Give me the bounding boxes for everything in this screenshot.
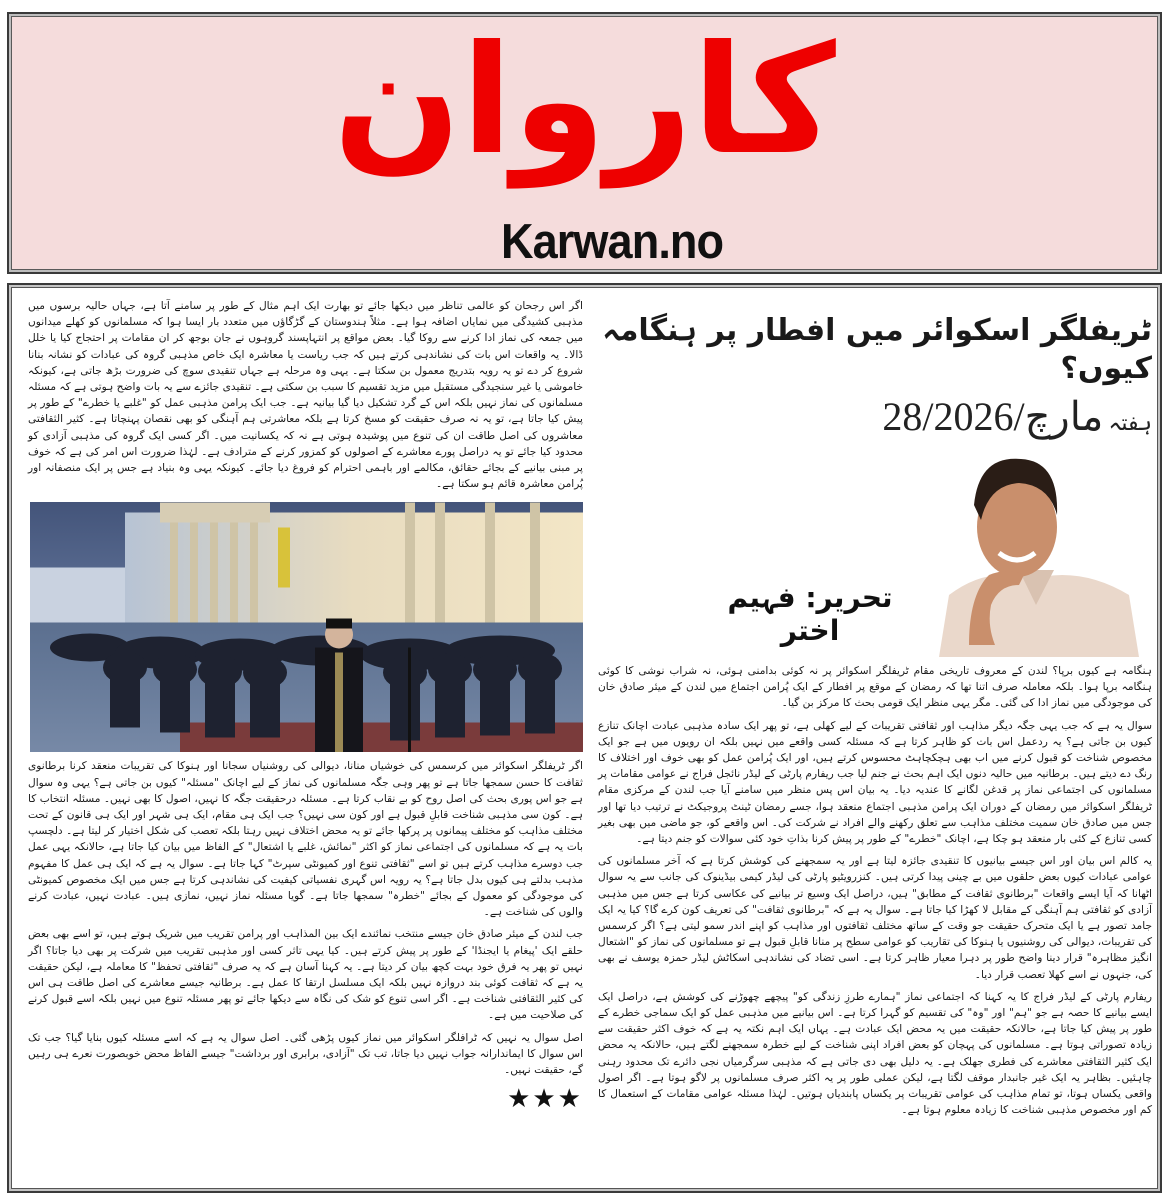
- portico-pediment: [160, 503, 270, 523]
- article-paragraph: جب لندن کے میئر صادق خان جیسے منتخب نمائندے ایک بین المذاہب اور پرامن تقریب میں شریک ہوتے ہیں، تو اسے بھی بعض حلقے ایک 'پیغام یا ایجنڈا' کے طور پر پیش کرتے ہیں۔ کیا یہی تاثر کسی اور مذہبی تقریب میں شرکت پر بھی دیا جاتا؟ اگر نہیں تو پھر یہ فرق خود بہت کچھ بیان کر دیتا ہے۔ یہ کہنا آسان ہے کہ یہ صرف "ثقافتی تحفظ" کا معاملہ ہے، لیکن حقیقت یہ ہے کہ ثقافت کوئی بند دروازہ نہیں بلکہ ایک مسلسل ارتقا کا عمل ہے۔ برطانیہ جیسے معاشرے کی اصل طاقت ہی اس کی کثیر الثقافتی شناخت ہے۔ اگر اسی تنوع کو شک کی نگاہ سے دیکھا جائے تو پھر مسئلہ تنوع میں نہیں بلکہ اسے قبول کرنے کی صلاحیت میں ہے۔: [28, 928, 583, 1022]
- author-row: [598, 445, 1152, 657]
- yellow-banner: [278, 528, 290, 588]
- article-paragraph: اگر ٹریفلگر اسکوائر میں کرسمس کی خوشیاں منانا، دیوالی کی روشنیاں سجانا اور ہنوکا کی تقریبات منعقد کرنا برطانوی ثقافت کا حسن سمجھا جاتا ہے تو پھر وہی جگہ مسلمانوں کی نماز کے لیے اچانک "مسئلہ" کیوں بن جاتی ہے؟ یہی وہ سوال ہے جو اس پوری بحث کی اصل روح کو بے نقاب کرتا ہے۔ مسئلہ درحقیقت جگہ کا نہیں، اصول کا بھی نہیں۔ مسئلہ انتخاب کا ہے۔ کون سی مذہبی شناخت قابلِ قبول ہے اور کون سی نہیں؟ جب ایک ہی مقام، ایک ہی شہر اور ایک ہی قانون کے تحت مختلف مذاہب کو مختلف پیمانوں پر پرکھا جائے تو یہ محض اختلاف نہیں رہتا بلکہ تعصب کی شکل اختیار کر لیتا ہے۔ دلچسپ بات یہ ہے کہ مسلمانوں کی اجتماعی نماز کو اکثر "نمائش، غلبے یا اشتعال" کے الفاظ میں بیان کیا جاتا ہے، حالانکہ یہی عمل جب دوسرے مذاہب کرتے ہیں تو اسے "ثقافتی تنوع اور کمیونٹی سپرٹ" کہا جاتا ہے۔ سوال یہ ہے کہ ایک ہی عمل کا مفہوم مذہب بدلتے ہی کیوں بدل جاتا ہے؟ یہ رویہ اس گہری نفسیاتی کیفیت کی نشاندہی کرتا ہے جس میں ایک مخصوص کمیونٹی کی موجودگی کو معمول کے بجائے "خطرہ" سمجھا جاتا ہے۔ گویا مسئلہ نماز نہیں، نمازی ہیں۔ عبادت نہیں، عبادت کرنے والوں کی شناخت ہے۔: [28, 760, 583, 919]
- article-paragraph: ہنگامہ ہے کیوں برپا؟ لندن کے معروف تاریخی مقام ٹریفلگر اسکوائر پر نہ کوئی بدامنی ہوئی، نہ شراب نوشی کا کوئی ہنگامہ برپا ہوا۔ بلکہ معاملہ صرف اتنا تھا کہ رمضان کے موقع پر افطار کے ایک پُرامن اجتماع میں لندن کے میئر صادق خان کی موجودگی میں نماز ادا کی گئی۔ مگر یہی منظر ایک قومی بحث کا مرکز بن گیا۔: [598, 665, 1152, 710]
- article-paragraph: ریفارم پارٹی کے لیڈر فراج کا یہ کہنا کہ اجتماعی نماز "ہمارے طرزِ زندگی کو" پیچھے چھوڑنے کی کوشش ہے، دراصل ایک ایسے بیانیے کا حصہ ہے جو "ہم" اور "وہ" کی تقسیم کو گہرا کرتا ہے۔ اس بیانیے میں مذہبی عمل کو ایک سماجی خطرے کے طور پر پیش کیا جاتا ہے، حالانکہ حقیقت میں یہ محض ایک عبادت ہے۔ یہاں ایک اہم نکتہ یہ ہے کہ خوف اکثر حقیقت سے زیادہ تصوراتی ہوتا ہے۔ مسلمانوں کی پہچان کو بعض افراد اپنی شناخت کے لیے خطرہ سمجھنے لگتے ہیں، حالانکہ یہ محض ایک کثیر الثقافتی معاشرے کی فطری جھلک ہے۔ یہ دلیل بھی دی جاتی ہے کہ مذہبی سرگرمیاں نجی دائرے تک محدود رہنی چاہئیں۔ بظاہر یہ ایک غیر جانبدار موقف لگتا ہے، لیکن عملی طور پر یہ اکثر صرف مسلمانوں پر لاگو ہوتا ہے۔ اگر اصول واقعی یکساں ہوتا، تو تمام مذاہب کی عوامی تقریبات پر یکساں پابندیاں ہوتیں۔ لہٰذا مسئلہ عوامی مقامات کے استعمال کا کم اور مخصوص مذہبی شناخت کا زیادہ معلوم ہوتا ہے۔: [598, 990, 1152, 1117]
- end-of-article-stars: ★★★: [507, 1084, 583, 1115]
- gallery-wing-left: [30, 568, 140, 628]
- article-paragraph: سوال یہ ہے کہ جب یہی جگہ دیگر مذاہب اور ثقافتی تقریبات کے لیے کھلی ہے، تو پھر ایک سادہ مذہبی عبادت اچانک تنازع کیوں بن جاتی ہے؟ یہ ردعمل اس بات کو ظاہر کرتا ہے کہ مسئلہ کسی واقعے میں نہیں بلکہ ان رویوں میں ہے جو ایک مخصوص شناخت کو قبول کرنے میں اب بھی ہچکچاہٹ محسوس کرتے ہیں، اور ایک پُرامن عمل کو بھی خوف اور اختلاف کا رنگ دے دیتے ہیں۔ برطانیہ میں حالیہ دنوں ایک اہم بحث نے جنم لیا جب ریفارم پارٹی کے لیڈر نائجل فراج نے عوامی مقامات پر مسلمانوں کی اجتماعی نماز پر قدغن لگانے کا عندیہ دیا۔ یہ بیان اس پس منظر میں سامنے آیا جب لندن کے مرکزی مقام ٹریفلگر اسکوائر میں رمضان کے دوران ایک پرامن مذہبی اجتماع منعقد ہوا، جسے رمضان ٹینٹ پروجیکٹ نے ترتیب دیا تھا اور جس میں صادق خان سمیت مختلف مذاہب سے تعلق رکھنے والے افراد نے شرکت کی۔ اس واقعے کو، جو ماضی میں بھی بغیر کسی تنازع کے کئی بار منعقد ہو چکا ہے، اچانک "خطرے" کے طور پر پیش کرنا بذاتِ خود کئی سوالات کو جنم دیتا ہے۔: [598, 719, 1152, 846]
- left-column-bottom: [28, 758, 583, 1084]
- left-column: [28, 298, 583, 1186]
- masthead-background: [13, 14, 1156, 269]
- logo-urdu[interactable]: کاروان: [333, 14, 836, 188]
- trafalgar-square-prayer-illustration: [30, 502, 583, 752]
- microphone-stand: [408, 648, 411, 753]
- author-portrait-illustration: [929, 445, 1144, 657]
- main-photo: [30, 502, 583, 752]
- article-headline: ٹریفلگر اسکوائر میں افطار پر ہنگامہ کیوں؟: [602, 313, 1152, 386]
- article-paragraph: اصل سوال یہ نہیں کہ ٹرافلگر اسکوائر میں نماز کیوں پڑھی گئی۔ اصل سوال یہ ہے کہ اسے مسئلہ کیوں بنایا گیا؟ جب تک اس سوال کا ایماندارانہ جواب نہیں دیا جاتا، تب تک "آزادی، برابری اور برداشت" جیسے الفاظ محض خوبصورت نعرے ہی رہیں گے، حقیقت نہیں۔: [28, 1031, 583, 1077]
- logo-site-name[interactable]: Karwan.no: [501, 215, 724, 269]
- prayer-rugs: [180, 723, 583, 753]
- article-paragraph: یہ کالم اس بیان اور اس جیسے بیانیوں کا تنقیدی جائزہ لیتا ہے اور یہ سمجھنے کی کوشش کرتا ہے کہ آخر مسلمانوں کی عوامی عبادات کیوں بعض حلقوں میں بے چینی پیدا کرتی ہیں۔ کنزرویٹیو پارٹی کی لیڈر کیمی بیڈینوک کی جانب سے یہ سوال اٹھانا کہ آیا ایسے واقعات "برطانوی ثقافت کے مطابق" ہیں، دراصل ایک وسیع تر بیانیے کی عکاسی کرتا ہے جس میں مذہبی آزادی کو ثقافتی ہم آہنگی کے مقابل لا کھڑا کیا جاتا ہے۔ سوال یہ ہے کہ "برطانوی ثقافت" کی تعریف کون کرے گا؟ کیا یہ ایک جامد تصور ہے یا ایک متحرک حقیقت جو وقت کے ساتھ مختلف ثقافتوں اور مذاہب کو اپنے اندر سمو لیتی ہے؟ اگر کرسمس کی تقریبات، دیوالی کی روشنیوں یا ہنوکا کی تقاریب کو عوامی سطح پر منانا قابلِ قبول ہے تو مسلمانوں کی نماز کو "اشتعال انگیز مظاہرہ" قرار دینا واضح طور پر دہرا معیار ظاہر کرتا ہے۔ اسی تضاد کی نشاندہی اسکاٹش لیڈر حمزہ یوسف نے بھی کی، جنہوں نے اسے کھلا تعصب قرار دیا۔: [598, 855, 1152, 981]
- date-value: 28/مارچ/2026: [882, 394, 1104, 439]
- masthead: [7, 12, 1162, 274]
- left-column-top: [28, 298, 583, 498]
- author-photo: [929, 445, 1144, 657]
- article-dateline: [598, 394, 1152, 439]
- right-column: [598, 663, 1152, 1118]
- date-day: ہفتہ: [1108, 411, 1152, 436]
- author-byline[interactable]: تحریر: فہیم اختر: [727, 581, 893, 647]
- article-paragraph: اگر اس رجحان کو عالمی تناظر میں دیکھا جائے تو بھارت ایک اہم مثال کے طور پر سامنے آتا ہے، جہاں حالیہ برسوں میں مذہبی کشیدگی میں نمایاں اضافہ ہوا ہے۔ مثلاً ہندوستان کے گڑگاؤں میں متعدد بار ایسا ہوا کہ مسلمانوں کو کھلے میدانوں میں جمعہ کی نماز ادا کرنے سے روکا گیا۔ بعض مواقع پر انتہاپسند گروہوں نے جان بوجھ کر ان مقامات پر احتجاج کیا یا خلل ڈالا۔ یہ واقعات اس بات کی نشاندہی کرتے ہیں کہ جب ریاست یا معاشرہ ایک خاص مذہبی گروہ کی عبادات کو نشانہ بنانا شروع کر دے تو یہ رویہ بتدریج معمول بن سکتا ہے۔ یہی وہ مرحلہ ہے جہاں تنقیدی سوچ کی ضرورت بڑھ جاتی ہے، کیونکہ خاموشی یا غیر سنجیدگی مستقبل میں مزید تقسیم کا سبب بن سکتی ہے۔ تنقیدی جائزے سے یہ بات واضح ہوتی ہے کہ مسئلہ مسلمانوں کی نماز نہیں بلکہ اس کے گرد تشکیل دیا گیا بیانیہ ہے۔ جب ایک پرامن مذہبی عمل کو "غلبے یا خطرے" کے طور پر پیش کیا جاتا ہے، تو یہ نہ صرف حقیقت کو مسخ کرتا ہے بلکہ معاشرتی ہم آہنگی کو بھی نقصان پہنچاتا ہے۔ کثیر الثقافتی معاشروں کی اصل طاقت ان کی تنوع میں پوشیدہ ہوتی ہے نہ کہ یکسانیت میں۔ اگر کسی ایک گروہ کی مذہبی آزادی کو محدود کیا جائے تو یہ دراصل پورے معاشرے کے اصولوں کو کمزور کرنے کے مترادف ہے۔ لہٰذا ضرورت اس امر کی ہے کہ خوف پر مبنی بیانیے کے بجائے حقائق، مکالمے اور باہمی احترام کو فروغ دیا جائے۔ کیونکہ یہی وہ بنیاد ہے جس پر ایک منصفانہ اور پُرامن معاشرہ قائم ہو سکتا ہے۔: [28, 300, 583, 491]
- right-column-wrap: [598, 298, 1152, 1186]
